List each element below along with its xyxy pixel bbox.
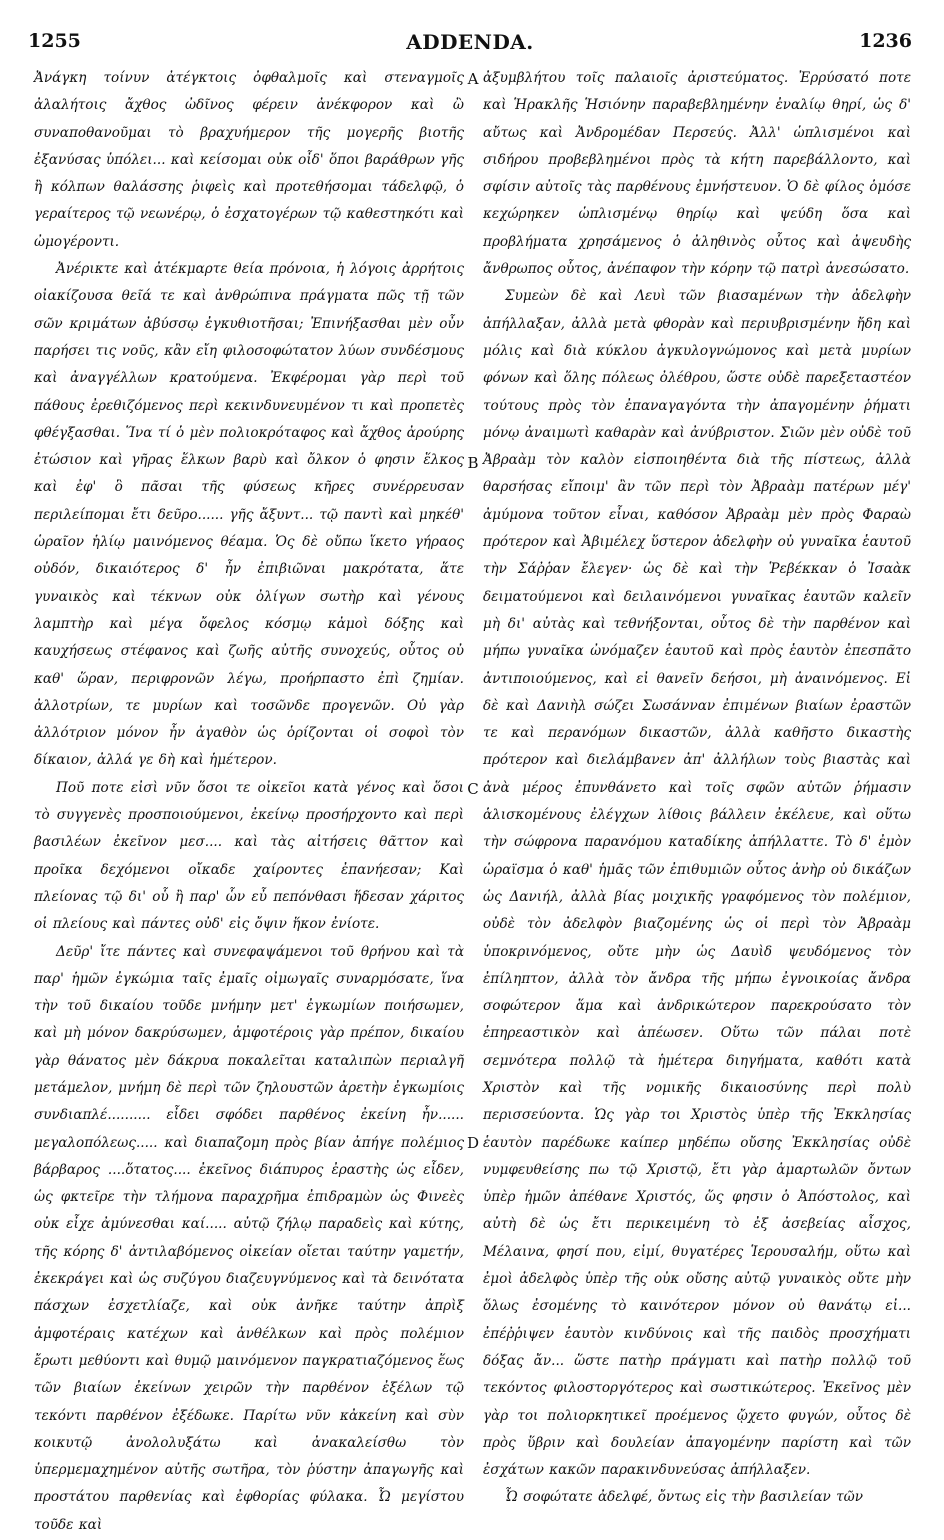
page-number-left: 1255 <box>28 30 81 52</box>
section-marker-a: A <box>467 70 479 88</box>
running-title: ADDENDA. <box>406 30 534 54</box>
left-paragraph-1: Ἀνάγκη τοίνυν ἀτέγκτοις ὀφθαλμοῖς καὶ στεναγμοῖς ἀλαλήτοις ἄχθος ὠδῖνος φέρειν ἀνέκφορον καὶ ὢ συναποθανοῦμαι τὸ βραχυήμερον τῆς μογερῆς βιοτῆς ἐξανύσας ὑπόλει... καὶ κείσομαι οὐκ οἶδ' ὅποι βαράθρων γῆς ἢ κόλπων θαλάσσης ῥιφεὶς καὶ προτεθήσομαι τάδελφῷ, ὁ γεραίτερος τῷ νεωνέρῳ, ὁ ἐσχατογέρων τῷ καθεστηκότι καὶ ὠμογέροντι. <box>34 70 464 250</box>
left-paragraph-3: Ποῦ ποτε εἰσὶ νῦν ὅσοι τε οἰκεῖοι κατὰ γένος καὶ ὅσοι τὸ συγγενὲς προσποιούμενοι, ἐκείνῳ προσήρχοντο καὶ περὶ βασιλέων ἐκεῖνον μεσ.... καὶ τὰς αἰτήσεις θᾶττον καὶ προῖκα δεχόμενοι οἴκαδε χαίροντες ἐπανήεσαν; Καὶ πλείονας τῷ δι' οὗ ἢ παρ' ὧν εὖ πεπόνθασι ἥδεσαν χάριτος οἱ πλείους καὶ πάντες οὐδ' εἰς ὄψιν ἥκον ἐνίοτε. <box>34 779 464 933</box>
page-header <box>28 30 912 60</box>
left-column <box>34 65 464 1539</box>
right-paragraph-3: Ὦ σοφώτατε ἀδελφέ, ὄντως εἰς τὴν βασιλείαν τῶν <box>505 1489 864 1506</box>
section-marker-b: B <box>467 454 479 472</box>
left-paragraph-2: Ἀνέρικτε καὶ ἀτέκμαρτε θεία πρόνοια, ἡ λόγοις ἀρρήτοις οἰακίζουσα θεῖά τε καὶ ἀνθρώπινα πράγματα πῶς τῇ τῶν σῶν κριμάτων ἀβύσσῳ ἐγκυθιοτῆσαι; Ἐπινήξασθαι μὲν οὖν παρήσει τις νοῦς, κἂν εἴη φιλοσοφώτατον λύων συνδέσμους καὶ ἀναγγέλλων κρατούμενα. Ἐκφέρομαι γὰρ περὶ τοῦ πάθους ἐρεθιζόμενος περὶ κεκινδυνευμένον τι καὶ προπετὲς φθέγξασθαι. Ἵνα τί ὁ μὲν πολιοκρόταφος καὶ ἄχθος ἀρούρης ἐτώσιον καὶ γῆρας ἕλκων βαρὺ καὶ ὄλκον ὁ φησιν ἕλκος καὶ ἐφ' ὃ πᾶσαι τῆς φύσεως κῆρες συνέρρευσαν περιλείπομαι ἔτι δεῦρο...... γῆς ἄξυντ... τῷ παντὶ καὶ μηκέθ' ὡραῖον ἡλίῳ μαινόμενος θέαμα. Ὁς δὲ οὔπω ἵκετο γήραος οὐδόν, δικαιότερος δ' ἦν ἐπιβιῶναι μακρότατα, ἅτε γυναικὸς καὶ τέκνων οὐκ ὀλίγων σωτὴρ καὶ γένους λαμπτὴρ καὶ μέγα ὄφελος κόσμῳ κἀμοὶ δόξης καὶ καυχήσεως στέφανος καὶ ζωῆς αὐτῆς συνοχεύς, οὗτος οὐ καθ' ὥραν, περιφρονῶν λέγω, προήρπαστο ἐπὶ ζημίαν. ἀλλοτρίων, τε μυρίων καὶ τοσῶνδε προγενῶν. Οὐ γὰρ ἀλλότριον μόνον ἦν ἀγαθὸν ὡς ὁρίζονται οἱ σοφοὶ τὸν δίκαιον, ἀλλά γε δὴ καὶ ἡμέτερον. <box>34 261 464 769</box>
right-paragraph-2: Συμεὼν δὲ καὶ Λευὶ τῶν βιασαμένων τὴν ἀδελφὴν ἀπήλλαξαν, ἀλλὰ μετὰ φθορὰν καὶ περιυβρισμένην ἤδη καὶ μόλις καὶ διὰ κύκλου ἀγκυλογνώμονος καὶ μετὰ μυρίων φόνων καὶ ὅλης πόλεως ὀλέθρου, ὥστε οὐδὲ παρεξεταστέον τούτους πρὸς τὸν ἐπαναγαγόντα τὴν ἀπαγομένην ῥήματι μόνῳ ἀναιμωτὶ καθαρὰν καὶ ἀνύβριστον. Σιῶν μὲν οὐδὲ τοῦ Ἀβραὰμ τὸν καλὸν εἰσποιηθέντα διὰ τῆς πίστεως, ἀλλὰ θαρσήσας εἴποιμ' ἂν τῶν περὶ τὸν Ἀβραὰμ πατέρων μέγ' ἀμύμονα τοῦτον εἶναι, καθόσον Ἀβραὰμ μὲν πρὸς Φαραὼ πρότερον καὶ Ἀβιμέλεχ ὕστερον ἀδελφὴν οὐ γυναῖκα ἑαυτοῦ τὴν Σάῤῥαν ἔλεγεν· ὡς δὲ καὶ τὴν Ῥεβέκκαν ὁ Ἰσαὰκ δειματούμενοι καὶ δειλαινόμενοι γυναῖκας ἑαυτῶν καλεῖν μὴ δι' αὐτὰς καὶ τεθνήξονται, οὗτος δὲ τὴν παρθένον καὶ μήπω γυναῖκα ὠνόμαζεν ἑαυτοῦ καὶ πρὸς ἑαυτὸν ἐπεσπᾶτο ἀντιποιούμενος, καὶ εἰ θανεῖν δεήσοι, μὴ ἀναινόμενος. Εἰ δὲ καὶ Δανιὴλ σώζει Σωσάνναν ἐπιμένων βιαίων ἐραστῶν τε καὶ περανόμων δικαστῶν, ἀλλὰ καθῆστο δικαστὴς πρότερον καὶ διελάμβανεν ἀπ' ἀλλήλων τοὺς βιαστὰς καὶ ἀνὰ μέρος ἐπυνθάνετο καὶ τοῖς σφῶν αὐτῶν ῥήμασιν ἁλισκομένους ἐλέγχων λίθοις βάλλειν ἐκέλευε, καὶ οὕτω τὴν σώφρονα παρανόμου καταδίκης ἀπήλλαττε. Τὸ δ' ἐμὸν ὡραϊσμα ὁ καθ' ἡμᾶς τῶν ἐπιθυμιῶν οὗτος ἀνὴρ οὐ δικάζων ὡς Δανιήλ, ἀλλὰ βίας μοιχικῆς γραφόμενος τὸν πολέμιον, οὐδὲ τὸν ἀδελφὸν βιαζομένης ὡς οἱ περὶ τὸν Ἀβραὰμ ὑποκρινόμενος, οὔτε μὴν ὡς Δαυὶδ ψευδόμενος τὸν ἐπίληπτον, ἀλλὰ τὸν ἄνδρα τῆς μήπω ἐγνοικοίας ἄνδρα σοφώτερον ἅμα καὶ ἀνδρικώτερον παρεκρούσατο τὸν ἐπηρεαστικὸν καὶ ἀπέωσεν. Οὕτω τῶν πάλαι ποτὲ σεμνότερα πολλῷ τὰ ἡμέτερα διηγήματα, καθότι κατὰ Χριστὸν καὶ τῆς νομικῆς δικαιοσύνης περὶ πολὺ περισσεύοντα. Ὡς γὰρ τοι Χριστὸς ὑπὲρ τῆς Ἐκκλησίας ἑαυτὸν παρέδωκε καίπερ μηδέπω οὔσης Ἐκκλησίας οὐδὲ νυμφευθείσης πω τῷ Χριστῷ, ἔτι γὰρ ἁμαρτωλῶν ὄντων ὑπὲρ ἡμῶν ἀπέθανε Χριστός, ὥς φησιν ὁ Ἀπόστολος, καὶ αὐτὴ δὲ ὡς ἔτι περικειμένη τὸ ἐξ ἀσεβείας αἶσχος, Μέλαινα, φησί που, εἰμί, θυγατέρες Ἱερουσαλήμ, οὕτω καὶ ἐμοὶ ἀδελφὸς ὑπὲρ τῆς οὐκ οὔσης αὐτῷ γυναικὸς οὔτε μὴν ὅλως ἐσομένης τὸ καινότερον μόνον οὐ θανάτῳ εἰ... ἐπέῤῥιψεν ἑαυτὸν κινδύνοις καὶ τῆς παιδὸς προσχήματι δόξας ἄν... ὥστε πατὴρ πράγματι καὶ πατὴρ πολλῷ τοῦ τεκόντος φιλοστοργότερος καὶ σωστικώτερος. Ἐκεῖνος μὲν γὰρ τοι πολιορκητικεῖ προέμενος ᾤχετο φυγών, οὗτος δὲ πρὸς ὕβριν καὶ δουλείαν ἀπαγομένην παρίστη καὶ τῶν ἐσχάτων κακῶν παρακινδυνεύσας ἀπήλλαξεν. <box>483 288 911 1479</box>
right-paragraph-1: ἀξυμβλήτου τοῖς παλαιοῖς ἀριστεύματος. Ἐρρύσατό ποτε καὶ Ἡρακλῆς Ἡσιόνην παραβεβλημένην ἐναλίῳ θηρί, ὡς δ' αὔτως καὶ Ἀνδρομέδαν Περσεύς. Ἀλλ' ὡπλισμένοι καὶ σιδήρου προβεβλημένοι πρὸς τὰ κήτη παρεβάλλοντο, καὶ σφίσιν αὐτοῖς τὰς παρθένους ἐμνήστευον. Ὁ δὲ φίλος ὁμόσε κεχώρηκεν ὡπλισμένῳ θηρίῳ καὶ ψεύδη ὅσα καὶ προβλήματα χρησάμενος ὁ ἀληθινὸς οὗτος καὶ ἀψευδὴς ἄνθρωπος οὗτος, ἀνέπαφον τὴν κόρην τῷ πατρὶ ἀνεσώσατο. <box>483 70 911 278</box>
right-column <box>483 65 911 1512</box>
left-paragraph-4: Δεῦρ' ἴτε πάντες καὶ συνεφαψάμενοι τοῦ θρήνου καὶ τὰ παρ' ἡμῶν ἐγκώμια ταῖς ἐμαῖς οἰμωγαῖς συναρμόσατε, ἵνα τὴν τοῦ δικαίου τοῦδε μνήμην μετ' ἐγκωμίων ποιήσωμεν, καὶ μὴ μόνον δακρύσωμεν, ἀμφοτέροις γὰρ πρέπον, δικαίου γὰρ θάνατος μὲν δάκρυα ποκαλεῖται καταλιπὼν περιαλγῆ μετάμελον, μνήμη δὲ περὶ τῶν ζηλουστῶν ἀρετὴν ἐγκωμίοις συνδιαπλέ.......... εἶδει σφόδει παρθένος ἐκείνη ἦν...... μεγαλοπόλεως..... καὶ διαπαζομη πρὸς βίαν ἀπήγε πολέμιος βάρβαρος ....ὅτατος.... ἐκεῖνος διάπυρος ἐραστὴς ὡς εἶδεν, ὡς φκτεῖρε τὴν τλήμονα παραχρῆμα ἐπιδραμὼν ὡς Φινεὲς οὐκ εἶχε ἀμύνεσθαι καί..... αὐτῷ ζήλῳ παραδεὶς καὶ κύτης, τῆς κόρης δ' ἀντιλαβόμενος οἰκείαν οἴεται ταύτην γαμετήν, ἐκεκράγει καὶ ὡς συζύγου διαζευγνύμενος καὶ τὰ δεινότατα πάσχων ἐσχετλίαζε, καὶ οὐκ ἀνῆκε ταύτην ἀπρὶξ ἀμφοτέραις κατέχων καὶ ἀνθέλκων καὶ πρὸς πολέμιον ἔρωτι μεθύοντι καὶ θυμῷ μαινόμενον παγκρατιαζόμενος ἕως τῶν βιαίων ἐκείνων χειρῶν τὴν παρθένον ἐξέλων τῷ τεκόντι παρθένον ἐξέδωκε. Παρίτω νῦν κἀκείνη καὶ σὺν κοικυτῷ ἀνολολυξάτω καὶ ἀνακαλείσθω τὸν ὑπερμεμαχημένον αὐτῆς σωτῆρα, τὸν ῥύστην ἀπαγωγῆς καὶ προστάτου παρθενίας καὶ ἐφθορίας φύλακα. Ὦ μεγίστου τοῦδε καὶ <box>34 943 464 1533</box>
page-number-right: 1236 <box>859 30 912 52</box>
section-marker-d: D <box>466 1134 480 1152</box>
section-marker-c: C <box>467 780 479 798</box>
